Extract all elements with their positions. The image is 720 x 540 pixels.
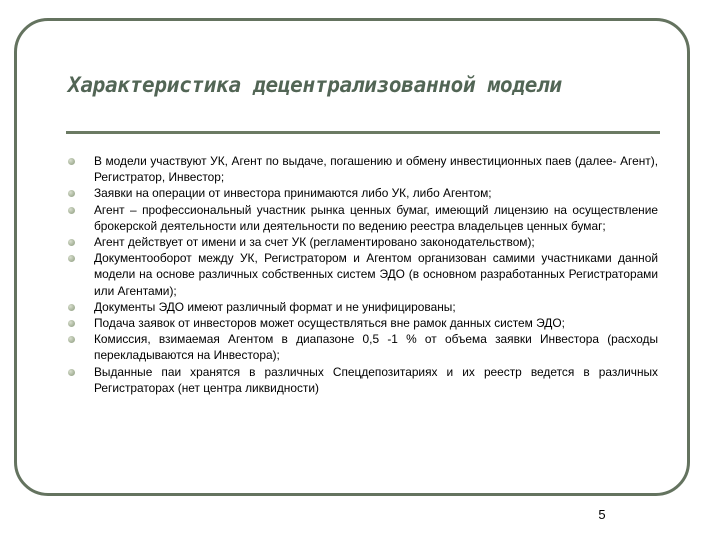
- bullet-item: [66, 299, 658, 315]
- bullet-item: [66, 202, 658, 234]
- bullet-dot-icon: [68, 158, 75, 165]
- bullet-item: [66, 185, 658, 201]
- bullet-dot-icon: [68, 369, 75, 376]
- bullet-text: Выданные паи хранятся в различных Спецдепозитариях и их реестр ведется в различных Регистраторах (нет центра ликвидности): [94, 364, 658, 395]
- bullet-text: Заявки на операции от инвестора принимаются либо УК, либо Агентом;: [94, 186, 492, 201]
- bullet-dot-icon: [68, 336, 75, 343]
- page-number: 5: [598, 507, 606, 522]
- bullet-list: [66, 153, 658, 396]
- bullet-dot-icon: [68, 255, 75, 262]
- bullet-text: Подача заявок от инвесторов может осуществляться вне рамок данных систем ЭДО;: [94, 316, 565, 331]
- bullet-text: Документы ЭДО имеют различный формат и не унифицированы;: [94, 299, 456, 314]
- bullet-text: Комиссия, взимаемая Агентом в диапазоне 0,5 -1 % от объема заявки Инвестора (расходы перекладываются на Инвестора);: [94, 332, 658, 363]
- bullet-dot-icon: [68, 320, 75, 327]
- bullet-text: Агент действует от имени и за счет УК (регламентировано законодательством);: [94, 235, 535, 250]
- bullet-dot-icon: [68, 190, 75, 197]
- bullet-item: [66, 250, 658, 299]
- bullet-item: [66, 234, 658, 250]
- title-underline: [66, 131, 660, 134]
- bullet-text: В модели участвуют УК, Агент по выдаче, погашению и обмену инвестиционных паев (далее- Агент), Регистратор, Инвестор;: [94, 154, 658, 185]
- bullet-item: [66, 153, 658, 185]
- bullet-dot-icon: [68, 304, 75, 311]
- bullet-item: [66, 364, 658, 396]
- bullet-text: Документооборот между УК, Регистратором и Агентом организован самими участниками данной модели на основе различных собственных систем ЭДО (в основном разработанных Регистраторами или Агентами);: [94, 251, 658, 298]
- bullet-item: [66, 315, 658, 331]
- bullet-text: Агент – профессиональный участник рынка ценных бумаг, имеющий лицензию на осуществление брокерской деятельности или деятельности по ведению реестра владельцев ценных бумаг;: [94, 202, 658, 233]
- slide-title: Характеристика децентрализованной модели: [68, 73, 562, 97]
- bullet-dot-icon: [68, 239, 75, 246]
- bullet-dot-icon: [68, 207, 75, 214]
- bullet-item: [66, 331, 658, 363]
